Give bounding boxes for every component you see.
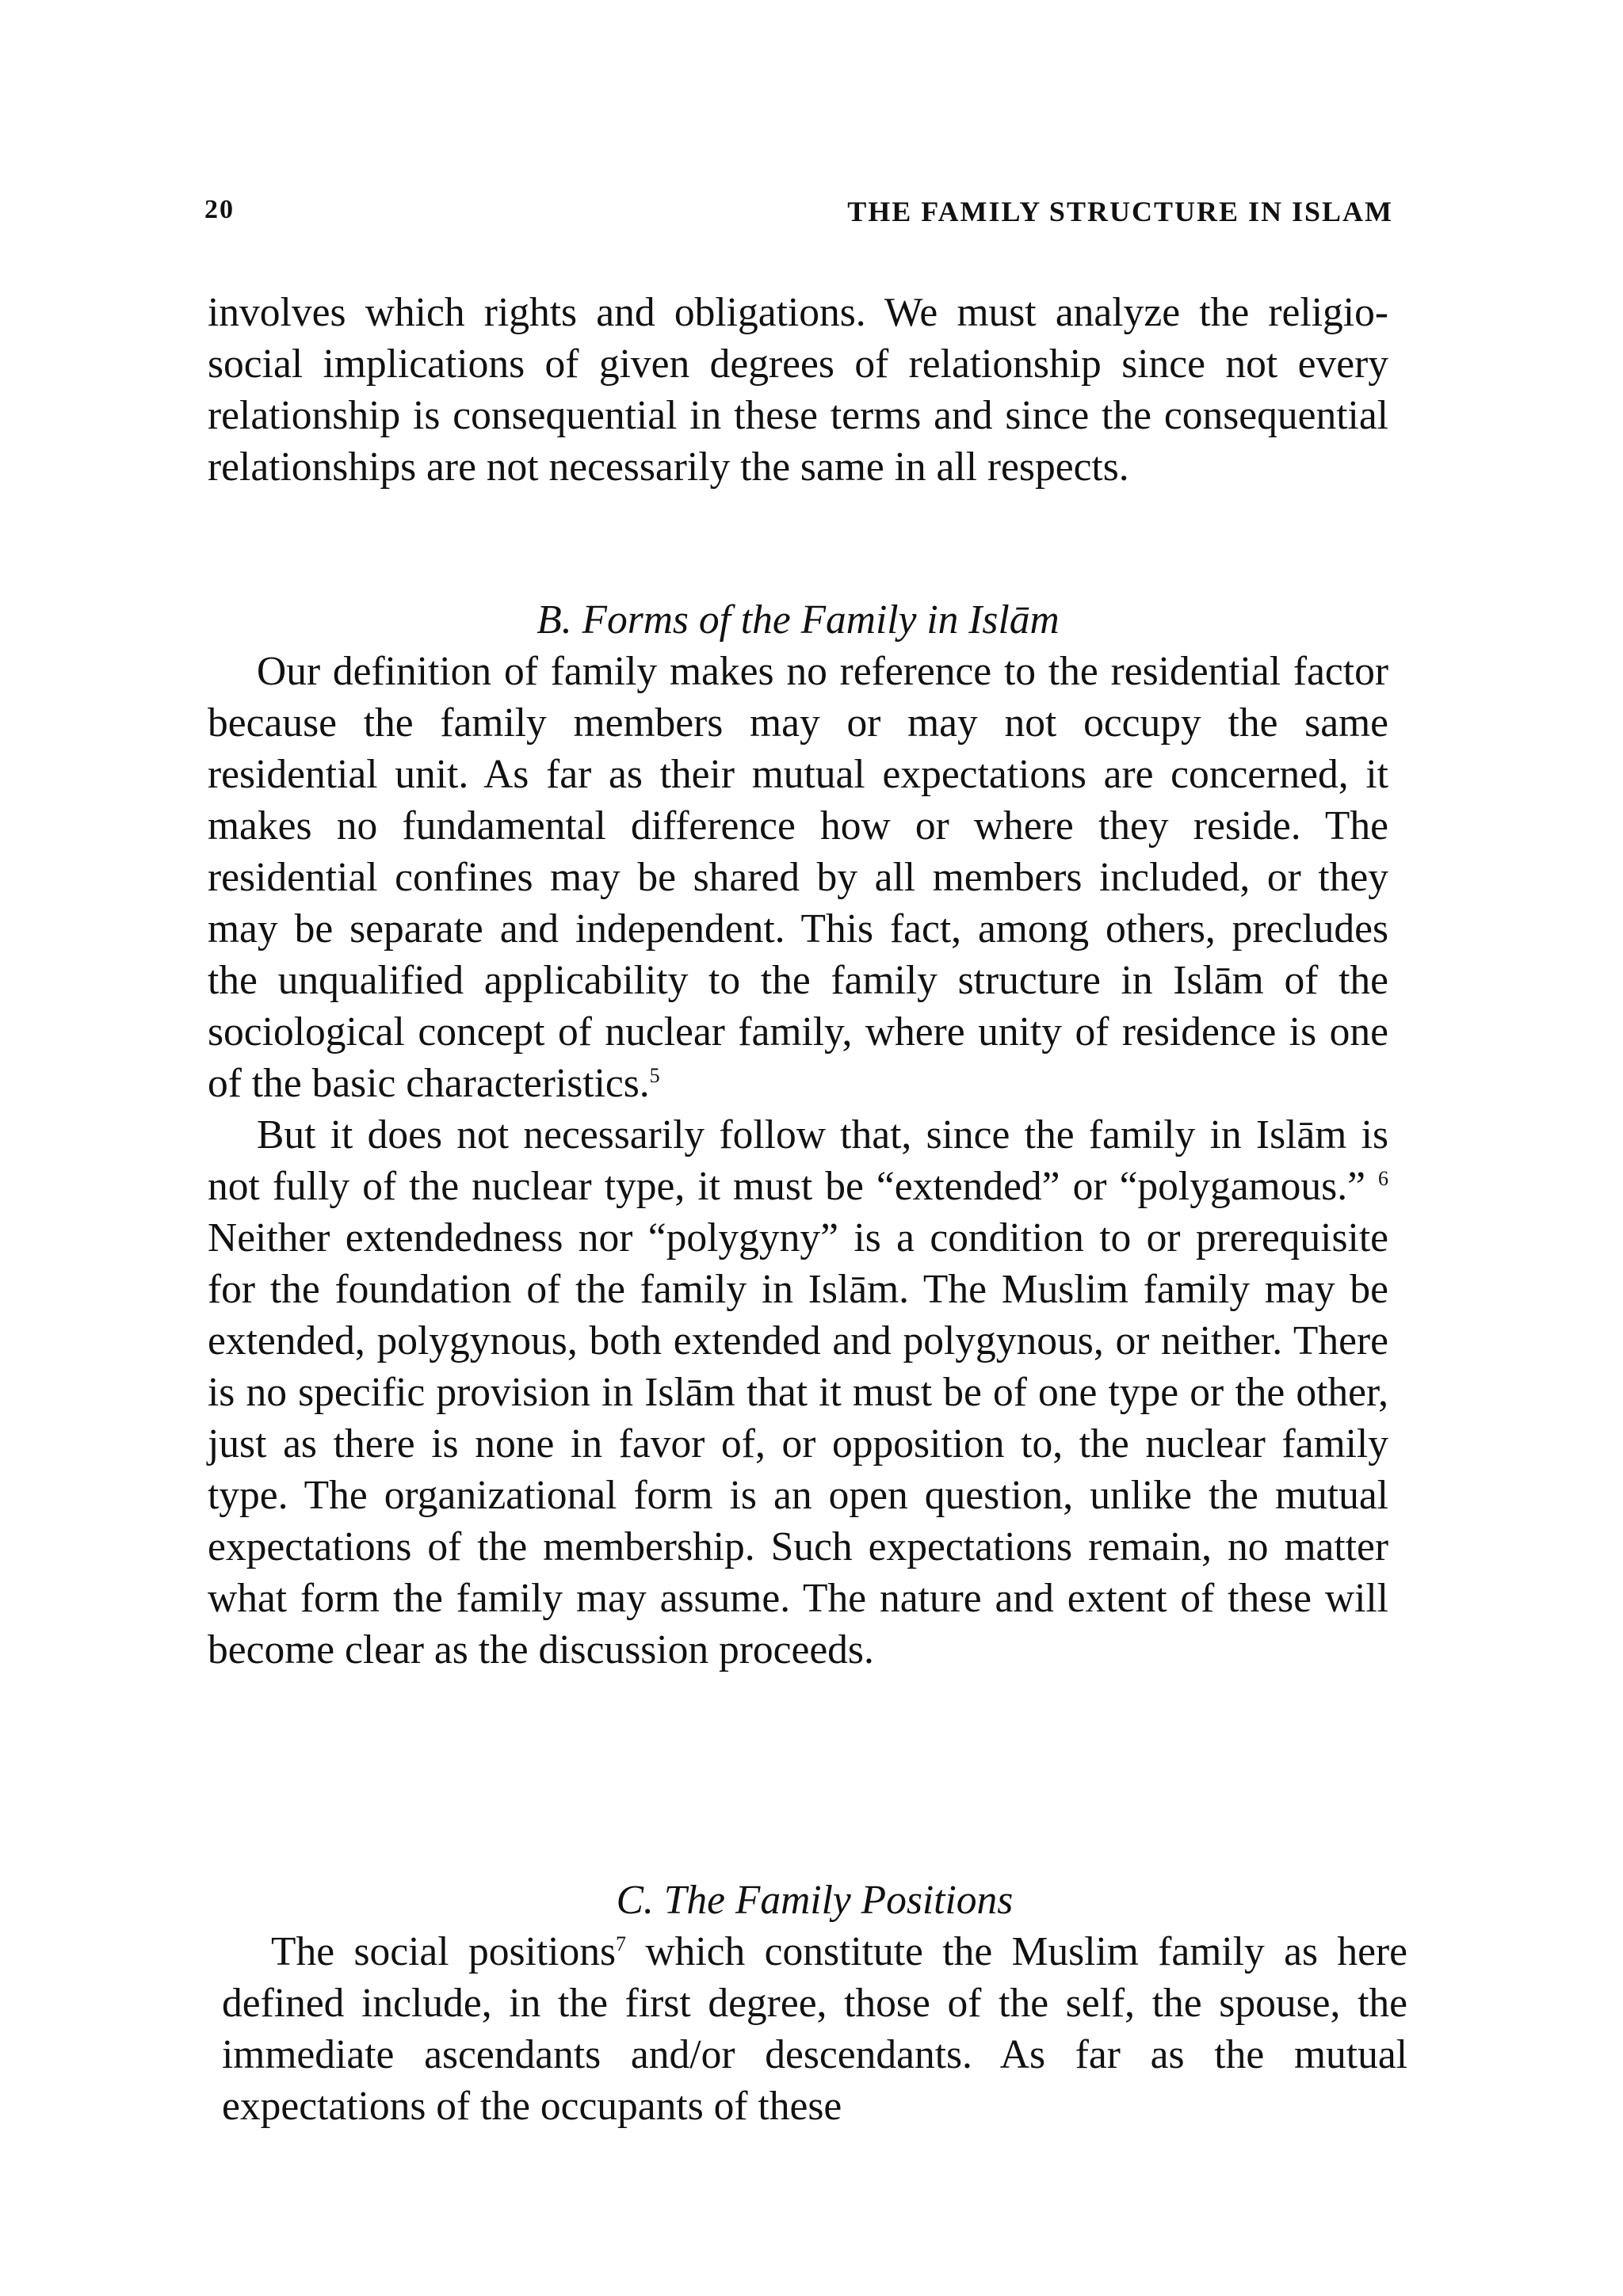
section-b-heading: B. Forms of the Family in Islām	[537, 597, 1060, 643]
footnote-ref-5[interactable]: 5	[649, 1063, 660, 1087]
page-number: 20	[204, 195, 235, 224]
running-head	[204, 190, 1393, 230]
paragraph-text: Our definition of family makes no reference to the residential factor because the family members may or may not occupy the same residential unit. As far as their mutual expectations are concerned, it makes no fundamental difference how or where they reside. The residential confines may be shared by all members included, or they may be separate and independent. This fact, among others, precludes the unqualified applicability to the family structure in Islām of the sociological concept of nuclear family, where unity of residence is one of the basic characteristics.	[208, 649, 1388, 1106]
paragraph-text-before-ref: The social positions	[271, 1929, 616, 1974]
section-c	[222, 1875, 1407, 2132]
paragraph-text-before-ref: But it does not necessarily follow that, since the family in Islām is not fully of the nuclear type, it must be “extended” or “polygamous.”	[208, 1112, 1388, 1209]
continuation-block	[208, 287, 1388, 493]
section-b-paragraph-2	[208, 1109, 1388, 1676]
paragraph-text-after-ref: Neither extendedness nor “polygyny” is a condition to or prerequisite for the foundation of the family in Islām. The Muslim family may be extended, polygynous, both extended and polygynous, or neither. There is no specific provision in Islām that it must be of one type or the other, just as there is none in favor of, or opposition to, the nuclear family type. The organizational form is an open question, unlike the mutual expectations of the membership. Such expectations remain, no matter what form the family may assume. The nature and extent of these will become clear as the discussion proceeds.	[208, 1215, 1388, 1672]
paragraph-text-after-ref: which constitute the Muslim family as here defined include, in the first degree, those of the self, the spouse, the immediate ascendants and/or descendants. As far as the mutual expectations of the occupants of these	[222, 1929, 1408, 2129]
footnote-ref-7[interactable]: 7	[616, 1932, 626, 1955]
section-b-paragraph-1	[208, 646, 1388, 1109]
section-b	[208, 594, 1388, 1676]
footnote-ref-6[interactable]: 6	[1378, 1166, 1388, 1190]
section-c-paragraph-1	[222, 1926, 1407, 2132]
section-c-heading: C. The Family Positions	[616, 1878, 1014, 1923]
continuation-paragraph: involves which rights and obligations. We must analyze the religio-social implications of given degrees of relationship since not every relationship is consequential in these terms and since the consequential relationships are not necessarily the same in all respects.	[208, 290, 1388, 490]
running-title: THE FAMILY STRUCTURE IN ISLAM	[847, 196, 1393, 227]
